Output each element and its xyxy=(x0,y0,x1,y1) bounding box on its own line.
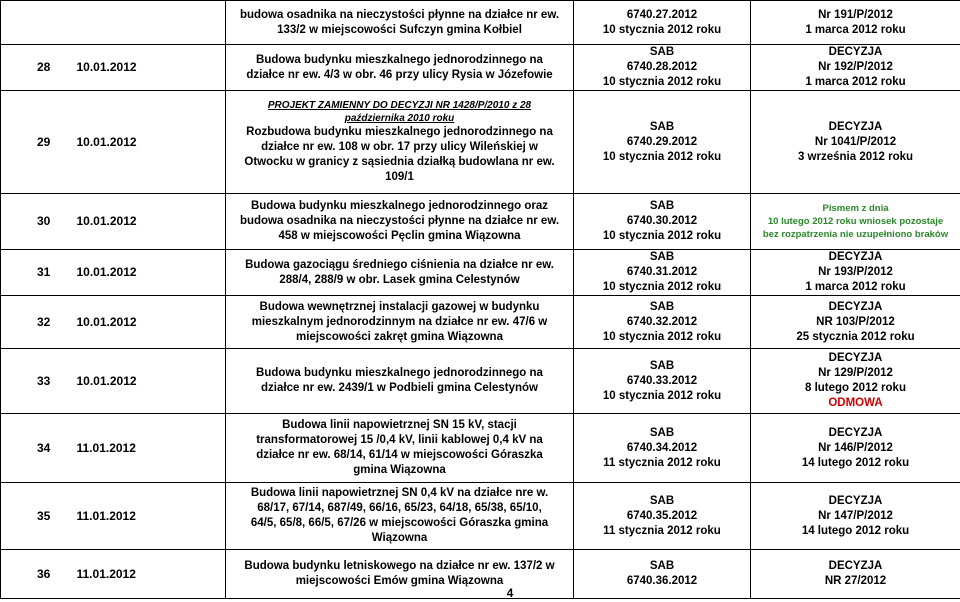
decision xyxy=(751,349,960,414)
description-line: Budowa linii napowietrznej SN 0,4 kV na działce nre w. xyxy=(250,487,549,499)
description-line: Budowa budynku letniskowego na działce nr ew. 137/2 w xyxy=(244,560,555,572)
decision-line: DECYZJA xyxy=(828,560,883,572)
decision xyxy=(751,91,960,194)
decision-line: DECYZJA xyxy=(828,426,883,439)
entry-description xyxy=(226,414,574,483)
decision-line: 14 lutego 2012 roku xyxy=(801,524,910,537)
amendment-note: PROJEKT ZAMIENNY DO DECYZJI NR 1428/P/2010 z 28 xyxy=(267,100,532,111)
decision xyxy=(751,1,960,45)
entry-number xyxy=(1,1,74,45)
entry-number: 32 xyxy=(1,296,74,349)
table-row xyxy=(1,414,960,483)
decision xyxy=(751,414,960,483)
decision-line: 25 stycznia 2012 roku xyxy=(796,330,915,343)
sab-line: 6740.30.2012 xyxy=(626,215,698,227)
decision-note-line: bez rozpatrzenia nie uzupełniono braków xyxy=(762,229,949,240)
decision-line: Nr 1041/P/2012 xyxy=(814,135,897,148)
decision xyxy=(751,45,960,91)
description-line: Budowa gazociągu średniego ciśnienia na działce nr ew. xyxy=(245,258,554,271)
entry-number: 34 xyxy=(1,414,74,483)
entry-date: 10.01.2012 xyxy=(74,45,226,91)
sab-reference xyxy=(574,1,751,45)
description-line: Budowa budynku mieszkalnego jednorodzinnego oraz xyxy=(250,200,549,212)
entry-number: 35 xyxy=(1,483,74,550)
description-line: gmina Wiązowna xyxy=(353,464,446,476)
decision-line: 1 marca 2012 roku xyxy=(805,23,906,36)
sab-line: 6740.35.2012 xyxy=(626,509,698,522)
sab-line: SAB xyxy=(649,46,675,58)
sab-reference xyxy=(574,414,751,483)
entry-description xyxy=(226,1,574,45)
decision-line: DECYZJA xyxy=(828,251,883,263)
decision-line: DECYZJA xyxy=(828,120,883,133)
description-line: 109/1 xyxy=(385,171,414,183)
sab-reference xyxy=(574,483,751,550)
table-row xyxy=(1,296,960,349)
decision-line: 8 lutego 2012 roku xyxy=(805,382,906,394)
sab-line: SAB xyxy=(649,560,675,572)
decision-line: 3 września 2012 roku xyxy=(797,150,914,163)
sab-line: SAB xyxy=(649,494,675,507)
description-line: miejscowości zakręt gmina Wiązowna xyxy=(296,330,503,343)
description-line: działce nr ew. 4/3 w obr. 46 przy ulicy Rysia w Józefowie xyxy=(246,68,553,81)
table-row xyxy=(1,91,960,194)
decision-line: Nr 147/P/2012 xyxy=(818,509,893,522)
sab-line: SAB xyxy=(649,300,675,313)
sab-line: 10 stycznia 2012 roku xyxy=(602,76,722,88)
page-number: 4 xyxy=(506,586,514,600)
entry-number: 30 xyxy=(1,194,74,250)
decision-note-line: 10 lutego 2012 roku wniosek pozostaje xyxy=(767,216,944,227)
decision-line: NR 103/P/2012 xyxy=(816,315,895,328)
sab-line: SAB xyxy=(649,200,675,212)
decision xyxy=(751,250,960,296)
entry-date: 11.01.2012 xyxy=(74,414,226,483)
entry-number: 29 xyxy=(1,91,74,194)
sab-line: 6740.34.2012 xyxy=(626,441,698,454)
sab-reference xyxy=(574,296,751,349)
description-line: 458 w miejscowości Pęclin gmina Wiązowna xyxy=(278,230,521,242)
entry-number: 33 xyxy=(1,349,74,414)
entry-description xyxy=(226,483,574,550)
decision xyxy=(751,194,960,250)
table-row xyxy=(1,1,960,45)
decision-line: 14 lutego 2012 roku xyxy=(801,456,910,469)
entry-description xyxy=(226,194,574,250)
decision-line: DECYZJA xyxy=(828,46,883,58)
sab-line: 6740.36.2012 xyxy=(626,575,698,587)
description-line: budowa osadnika na nieczystości płynne na działce nr ew. xyxy=(239,8,560,21)
sab-line: 10 stycznia 2012 roku xyxy=(602,330,722,343)
sab-line: 6740.29.2012 xyxy=(626,135,698,148)
sab-line: SAB xyxy=(649,426,675,439)
sab-line: SAB xyxy=(649,251,675,263)
entry-number: 31 xyxy=(1,250,74,296)
table-row xyxy=(1,250,960,296)
entry-date: 10.01.2012 xyxy=(74,91,226,194)
entry-number: 36 xyxy=(1,550,74,599)
sab-reference xyxy=(574,349,751,414)
description-line: Budowa linii napowietrznej SN 15 kV, stacji xyxy=(282,419,517,431)
sab-reference xyxy=(574,250,751,296)
description-line: miejscowości Emów gmina Wiązowna xyxy=(295,575,504,587)
sab-line: 11 stycznia 2012 roku xyxy=(603,524,721,537)
sab-line: SAB xyxy=(649,359,675,372)
entry-description xyxy=(226,45,574,91)
entry-description xyxy=(226,91,574,194)
description-line: Otwocku w granicy z sąsiednia działką budowlana nr ew. xyxy=(244,156,555,168)
decision-line: 1 marca 2012 roku xyxy=(805,76,906,88)
sab-reference xyxy=(574,45,751,91)
description-line: Budowa budynku mieszkalnego jednorodzinnego na xyxy=(256,367,543,379)
description-line: 288/4, 288/9 w obr. Lasek gmina Celestynów xyxy=(279,273,520,286)
entry-date xyxy=(74,1,226,45)
sab-line: SAB xyxy=(649,120,675,133)
description-line: transformatorowej 15 /0,4 kV, linii kablowej 0,4 kV na xyxy=(256,434,543,446)
decision-line: Nr 129/P/2012 xyxy=(818,367,893,379)
sab-line: 6740.28.2012 xyxy=(626,61,698,73)
decision-line: Nr 192/P/2012 xyxy=(818,61,893,73)
entry-number: 28 xyxy=(1,45,74,91)
sab-line: 11 stycznia 2012 roku xyxy=(603,456,721,469)
sab-reference xyxy=(574,91,751,194)
description-line: 64/5, 65/8, 66/5, 67/26 w miejscowości Góraszka gmina xyxy=(250,517,549,529)
sab-line: 10 stycznia 2012 roku xyxy=(602,23,722,36)
sab-line: 6740.33.2012 xyxy=(626,374,698,387)
entry-date: 10.01.2012 xyxy=(74,349,226,414)
table-row xyxy=(1,45,960,91)
sab-line: 10 stycznia 2012 roku xyxy=(602,281,722,293)
sab-reference xyxy=(574,194,751,250)
table-row xyxy=(1,349,960,414)
decision-line: NR 27/2012 xyxy=(824,575,887,587)
description-line: działce nr ew. 68/14, 61/14 w miejscowości Góraszka xyxy=(256,449,543,461)
description-line: Budowa wewnętrznej instalacji gazowej w budynku xyxy=(259,300,540,313)
entry-description xyxy=(226,296,574,349)
decision-line: DECYZJA xyxy=(828,494,883,507)
amendment-note: października 2010 roku xyxy=(344,113,455,124)
description-line: działce nr ew. 2439/1 w Podbieli gmina Celestynów xyxy=(261,382,538,394)
sab-line: 10 stycznia 2012 roku xyxy=(602,150,722,163)
decision-line: Nr 146/P/2012 xyxy=(818,441,893,454)
decision-line: DECYZJA xyxy=(828,352,883,364)
decision-line: Nr 193/P/2012 xyxy=(818,266,893,278)
entry-date: 10.01.2012 xyxy=(74,296,226,349)
sab-line: 10 stycznia 2012 roku xyxy=(602,389,722,402)
decision-note-line: Pismem z dnia xyxy=(822,203,889,214)
sab-line: 6740.31.2012 xyxy=(626,266,698,278)
sab-line: 6740.32.2012 xyxy=(626,315,698,328)
table-row xyxy=(1,194,960,250)
refusal-label: ODMOWA xyxy=(828,397,883,409)
description-line: działce nr ew. 108 w obr. 17 przy ulicy Wileńskiej w xyxy=(261,141,538,153)
decision xyxy=(751,483,960,550)
description-line: budowa osadnika na nieczystości płynne na działce nr ew. xyxy=(239,215,560,227)
description-line: 133/2 w miejscowości Sufczyn gmina Kołbiel xyxy=(277,23,522,36)
description-line: Wiązowna xyxy=(371,532,428,544)
description-line: 68/17, 67/14, 687/49, 66/16, 65/23, 64/18, 65/38, 65/10, xyxy=(257,502,542,514)
entry-description xyxy=(226,250,574,296)
entry-date: 10.01.2012 xyxy=(74,194,226,250)
description-line: Rozbudowa budynku mieszkalnego jednorodzinnego na xyxy=(246,126,553,138)
entry-date: 10.01.2012 xyxy=(74,250,226,296)
entry-description xyxy=(226,349,574,414)
table-row xyxy=(1,483,960,550)
decision xyxy=(751,296,960,349)
entry-date: 11.01.2012 xyxy=(74,483,226,550)
entry-date: 11.01.2012 xyxy=(74,550,226,599)
description-line: Budowa budynku mieszkalnego jednorodzinnego na xyxy=(256,53,543,66)
decision-line: 1 marca 2012 roku xyxy=(805,281,906,293)
decision-line: Nr 191/P/2012 xyxy=(818,8,893,21)
sab-line: 6740.27.2012 xyxy=(626,8,698,21)
description-line: mieszkalnym jednorodzinnym na działce nr ew. 47/6 w xyxy=(251,315,548,328)
decision-line: DECYZJA xyxy=(828,300,883,313)
sab-line: 10 stycznia 2012 roku xyxy=(602,230,722,242)
